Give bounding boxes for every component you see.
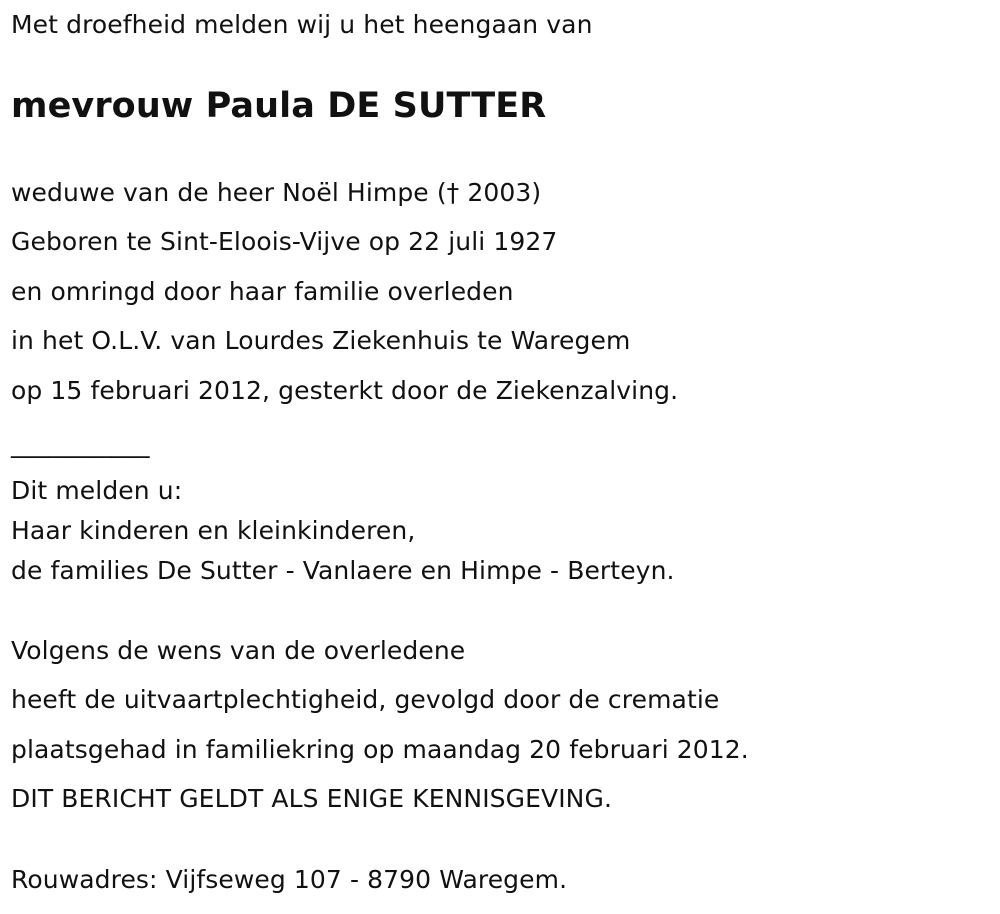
detail-line: en omringd door haar familie overleden: [11, 277, 514, 306]
deceased-name: mevrouw Paula DE SUTTER: [11, 86, 547, 126]
announcer-line: Dit melden u:: [11, 476, 183, 505]
funeral-line: heeft de uitvaartplechtigheid, gevolgd door de crematie: [11, 685, 720, 714]
announcer-line: de families De Sutter - Vanlaere en Himpe - Berteyn.: [11, 556, 675, 585]
notice-statement: DIT BERICHT GELDT ALS ENIGE KENNISGEVING.: [11, 784, 612, 813]
funeral-line: Volgens de wens van de overledene: [11, 636, 466, 665]
intro-text: Met droefheid melden wij u het heengaan van: [11, 10, 593, 39]
funeral-line: plaatsgehad in familiekring op maandag 20 februari 2012.: [11, 735, 749, 764]
separator: ___________: [11, 429, 150, 458]
detail-line: Geboren te Sint-Eloois-Vijve op 22 juli 1927: [11, 227, 558, 256]
detail-line: op 15 februari 2012, gesterkt door de Ziekenzalving.: [11, 376, 679, 405]
mourning-address: Rouwadres: Vijfseweg 107 - 8790 Waregem.: [11, 865, 568, 894]
detail-line: in het O.L.V. van Lourdes Ziekenhuis te Waregem: [11, 326, 631, 355]
announcer-line: Haar kinderen en kleinkinderen,: [11, 516, 416, 545]
detail-line: weduwe van de heer Noël Himpe († 2003): [11, 178, 542, 207]
